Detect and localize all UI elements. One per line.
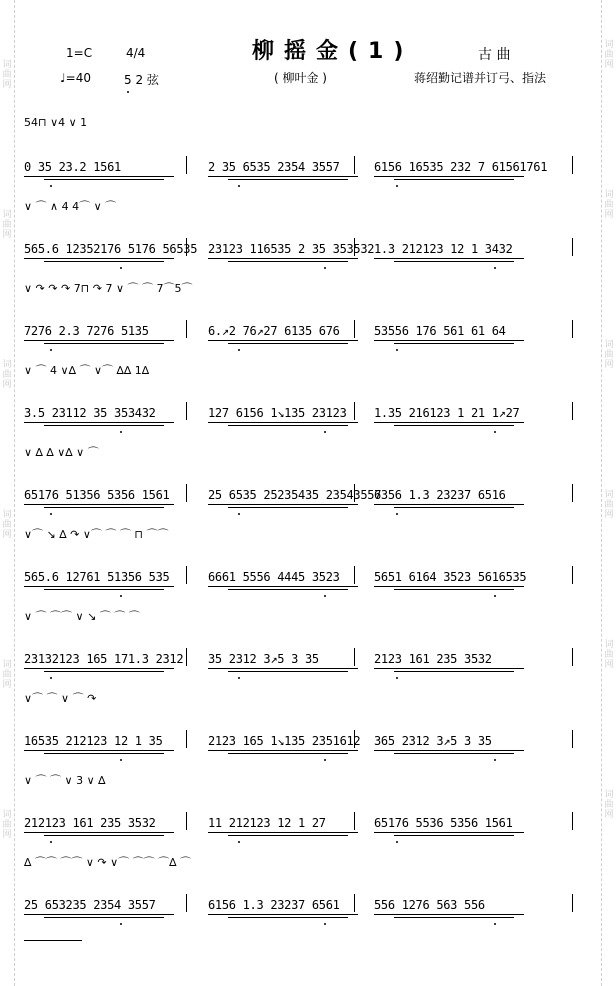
barline (572, 238, 573, 256)
measure: 556 1276 563 556 (374, 898, 485, 912)
score-line (24, 846, 576, 932)
underline-beam (394, 753, 514, 754)
underline-beam (228, 425, 348, 426)
measure: 565.6 12761 51356 535 (24, 570, 170, 584)
low-octave-dot (238, 185, 240, 187)
underline-beam (228, 671, 348, 672)
underline-beam (394, 343, 514, 344)
low-octave-dot (494, 431, 496, 433)
measure: 53556 176 561 61 64 (374, 324, 506, 338)
barline (186, 812, 187, 830)
low-octave-dot (238, 677, 240, 679)
underline-beam (228, 343, 348, 344)
watermark-text: 词曲网 (604, 490, 614, 520)
key-signature: 1=C (66, 46, 93, 60)
underline-beam (228, 753, 348, 754)
time-signature: 4/4 (126, 46, 146, 60)
underline-beam (374, 832, 524, 833)
watermark-text: 词曲网 (604, 340, 614, 370)
underline-beam (44, 917, 164, 918)
watermark-right (601, 0, 616, 986)
underline-beam (208, 668, 358, 669)
watermark-text: 词曲网 (2, 60, 12, 90)
credit-line: 蒋绍勤记谱并订弓、指法 (414, 71, 547, 85)
articulation-marks: ∨ ⌒ ∧ 4 4⌒ ∨ ⌒ (24, 200, 117, 213)
watermark-text: 词曲网 (2, 810, 12, 840)
watermark-text: 词曲网 (604, 640, 614, 670)
low-octave-dot (50, 185, 52, 187)
barline (186, 894, 187, 912)
barline (572, 156, 573, 174)
score-line (24, 682, 576, 768)
barline (572, 812, 573, 830)
underline-beam (374, 914, 524, 915)
measure: 5651 6164 3523 5616535 (374, 570, 527, 584)
barline (572, 402, 573, 420)
score-line (24, 272, 576, 358)
underline-beam (24, 504, 174, 505)
articulation-marks: ∨⌒ ↘ ∆ ↷ ∨⌒ ⌒ ⌒ ⊓ ⌒⌒ (24, 528, 169, 541)
low-octave-dot (324, 923, 326, 925)
underline-beam (208, 504, 358, 505)
barline (354, 320, 355, 338)
measure: 7276 2.3 7276 5135 (24, 324, 149, 338)
measure: 23123 116535 2 35 353532 (208, 242, 375, 256)
articulation-marks: ∨ ⌒ ⌒ ∨ 3 ∨ ∆ (24, 774, 106, 787)
underline-beam (394, 507, 514, 508)
measure: 6356 1.3 23237 6516 (374, 488, 506, 502)
score-line (24, 600, 576, 686)
underline-beam (374, 586, 524, 587)
measure: 565.6 12352176 5176 56535 (24, 242, 198, 256)
low-octave-dot (127, 91, 129, 93)
low-octave-dot (238, 349, 240, 351)
page-title: 柳摇金(1) (252, 39, 414, 64)
underline-beam (374, 668, 524, 669)
barline (354, 156, 355, 174)
underline-beam (24, 422, 174, 423)
measure: 25 6535 25235435 23543557 (208, 488, 382, 502)
measure: 65176 51356 5356 1561 (24, 488, 170, 502)
underline-beam (208, 422, 358, 423)
articulation-marks: ∨ ⌒ ⌒⌒ ∨ ↘ ⌒ ⌒ ⌒ (24, 610, 140, 623)
low-octave-dot (324, 595, 326, 597)
underline-beam (24, 340, 174, 341)
low-octave-dot (396, 349, 398, 351)
low-octave-dot (396, 841, 398, 843)
watermark-text: 词曲网 (2, 510, 12, 540)
string-tuning: 5 2 弦 (124, 73, 159, 87)
underline-beam (24, 750, 174, 751)
underline-beam (208, 914, 358, 915)
barline (354, 484, 355, 502)
barline (354, 566, 355, 584)
watermark-text: 词曲网 (2, 360, 12, 390)
underline-beam (24, 832, 174, 833)
watermark-text: 词曲网 (604, 40, 614, 70)
underline-beam (44, 753, 164, 754)
measure: 2123 165 1↘135 2351612 (208, 734, 361, 748)
barline (186, 484, 187, 502)
tempo-marking: ♩=40 (60, 71, 91, 85)
barline (572, 320, 573, 338)
subtitle: ( 柳叶金 ) (274, 71, 327, 85)
underline-beam (44, 589, 164, 590)
underline-beam (394, 425, 514, 426)
genre-label: 古 曲 (478, 47, 511, 63)
underline-beam (208, 750, 358, 751)
underline-beam (374, 504, 524, 505)
underline-beam (374, 750, 524, 751)
underline-beam (228, 589, 348, 590)
underline-beam (374, 258, 524, 259)
low-octave-dot (238, 513, 240, 515)
underline-beam (24, 914, 174, 915)
low-octave-dot (324, 759, 326, 761)
barline (572, 648, 573, 666)
underline-beam (24, 176, 174, 177)
underline-beam (228, 835, 348, 836)
low-octave-dot (396, 185, 398, 187)
underline-beam (228, 917, 348, 918)
measure: 6156 1.3 23237 6561 (208, 898, 340, 912)
low-octave-dot (494, 267, 496, 269)
barline (354, 238, 355, 256)
barline (186, 730, 187, 748)
score-line (24, 354, 576, 440)
measure: 1.35 216123 1 21 1↗27 (374, 406, 520, 420)
barline (354, 812, 355, 830)
low-octave-dot (238, 841, 240, 843)
score-line (24, 190, 576, 276)
watermark-left (0, 0, 15, 986)
low-octave-dot (494, 595, 496, 597)
low-octave-dot (50, 677, 52, 679)
measure: 6.↗2 76↗27 6135 676 (208, 324, 340, 338)
measure: 6661 5556 4445 3523 (208, 570, 340, 584)
barline (186, 648, 187, 666)
measure: 35 2312 3↗5 3 35 (208, 652, 319, 666)
barline (354, 402, 355, 420)
underline-beam (208, 176, 358, 177)
underline-beam (208, 258, 358, 259)
underline-beam (44, 179, 164, 180)
barline (354, 648, 355, 666)
underline-beam (24, 258, 174, 259)
low-octave-dot (494, 759, 496, 761)
watermark-text: 词曲网 (604, 790, 614, 820)
barline (186, 566, 187, 584)
measure: 3.5 23112 35 353432 (24, 406, 156, 420)
underline-beam (394, 589, 514, 590)
underline-beam (394, 261, 514, 262)
barline (354, 894, 355, 912)
score-end-line (24, 940, 82, 941)
articulation-marks: ∨⌒ ⌒ ∨ ⌒ ↷ (24, 692, 97, 705)
score-line (24, 518, 576, 604)
barline (186, 320, 187, 338)
underline-beam (228, 261, 348, 262)
measure: 11 212123 12 1 27 (208, 816, 326, 830)
measure: 6156 16535 232 7 61561761 (374, 160, 548, 174)
articulation-marks: ∨ ↷ ↷ ↷ 7⊓ ↷ 7 ∨ ⌒ ⌒ 7⌒5⌒ (24, 282, 193, 295)
underline-beam (44, 507, 164, 508)
measure: 1.3 212123 12 1 3432 (374, 242, 513, 256)
low-octave-dot (324, 267, 326, 269)
underline-beam (24, 586, 174, 587)
underline-beam (394, 917, 514, 918)
underline-beam (44, 343, 164, 344)
barline (572, 894, 573, 912)
articulation-marks: ∨ ⌒ 4 ∨∆ ⌒ ∨⌒ ∆∆ 1∆ (24, 364, 150, 377)
score-line (24, 108, 576, 194)
underline-beam (208, 586, 358, 587)
underline-beam (44, 425, 164, 426)
score-line (24, 436, 576, 522)
measure: 16535 212123 12 1 35 (24, 734, 163, 748)
measure: 23132123 165 171.3 2312 (24, 652, 184, 666)
underline-beam (208, 832, 358, 833)
underline-beam (44, 261, 164, 262)
underline-beam (374, 176, 524, 177)
measure: 25 653235 2354 3557 (24, 898, 156, 912)
articulation-marks: ∨ ∆ ∆ ∨∆ ∨ ⌒ (24, 446, 99, 459)
barline (572, 730, 573, 748)
underline-beam (228, 179, 348, 180)
barline (186, 402, 187, 420)
barline (186, 156, 187, 174)
articulation-marks: 54⊓ ∨4 ∨ 1 (24, 116, 88, 129)
watermark-text: 词曲网 (2, 660, 12, 690)
low-octave-dot (120, 759, 122, 761)
measure: 365 2312 3↗5 3 35 (374, 734, 492, 748)
underline-beam (394, 835, 514, 836)
underline-beam (374, 340, 524, 341)
low-octave-dot (120, 595, 122, 597)
measure: 127 6156 1↘135 23123 (208, 406, 347, 420)
low-octave-dot (396, 677, 398, 679)
score-line (24, 764, 576, 850)
underline-beam (208, 340, 358, 341)
low-octave-dot (324, 431, 326, 433)
watermark-text: 词曲网 (604, 190, 614, 220)
articulation-marks: ∆ ⌒⌒ ⌒⌒ ∨ ↷ ∨⌒ ⌒⌒ ⌒∆ ⌒ (24, 856, 192, 869)
measure: 0 35 23.2 1561 (24, 160, 121, 174)
underline-beam (228, 507, 348, 508)
barline (572, 484, 573, 502)
low-octave-dot (120, 431, 122, 433)
barline (572, 566, 573, 584)
underline-beam (394, 671, 514, 672)
low-octave-dot (120, 267, 122, 269)
barline (186, 238, 187, 256)
low-octave-dot (50, 513, 52, 515)
barline (354, 730, 355, 748)
measure: 2 35 6535 2354 3557 (208, 160, 340, 174)
low-octave-dot (120, 923, 122, 925)
low-octave-dot (396, 513, 398, 515)
measure: 212123 161 235 3532 (24, 816, 156, 830)
measure: 65176 5536 5356 1561 (374, 816, 513, 830)
low-octave-dot (50, 349, 52, 351)
low-octave-dot (50, 841, 52, 843)
underline-beam (44, 835, 164, 836)
measure: 2123 161 235 3532 (374, 652, 492, 666)
underline-beam (394, 179, 514, 180)
watermark-text: 词曲网 (2, 210, 12, 240)
underline-beam (44, 671, 164, 672)
underline-beam (374, 422, 524, 423)
underline-beam (24, 668, 174, 669)
low-octave-dot (494, 923, 496, 925)
